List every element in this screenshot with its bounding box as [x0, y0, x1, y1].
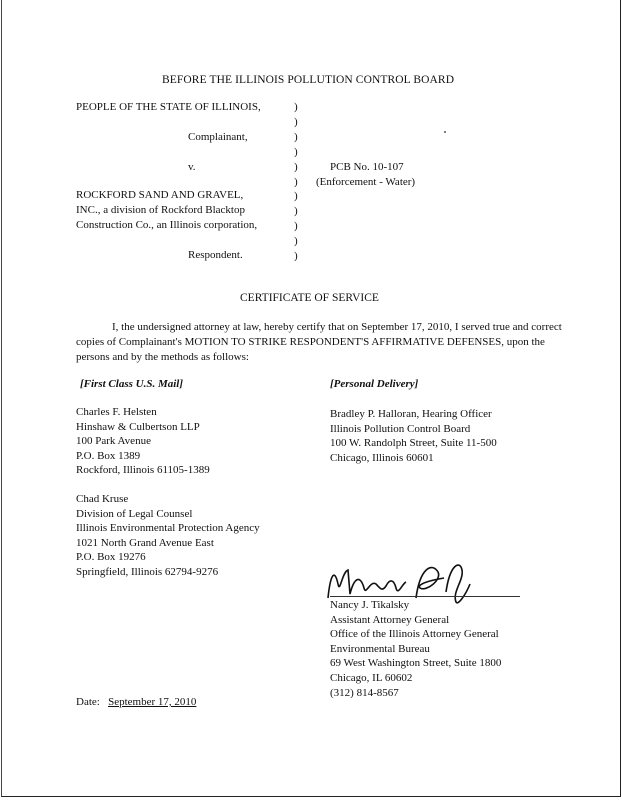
- signer-line: Environmental Bureau: [330, 642, 430, 655]
- scan-speck: [444, 131, 446, 133]
- signer-block: [330, 598, 501, 700]
- signer-line: (312) 814-8567: [330, 686, 399, 699]
- defendant-line: ROCKFORD SAND AND GRAVEL,: [76, 189, 244, 201]
- address-line: Hinshaw & Culbertson LLP: [76, 420, 200, 433]
- date-value: September 17, 2010: [108, 696, 197, 708]
- date-label: Date:: [76, 696, 100, 708]
- caption-parentheses: [294, 100, 298, 264]
- plaintiff-role: Complainant,: [188, 131, 248, 143]
- certification-paragraph: [76, 320, 566, 365]
- certificate-title: CERTIFICATE OF SERVICE: [240, 292, 379, 304]
- board-heading: BEFORE THE ILLINOIS POLLUTION CONTROL BOARD: [162, 74, 455, 86]
- signer-line: Assistant Attorney General: [330, 613, 450, 626]
- paren-mark: ): [294, 235, 298, 248]
- address-line: Springfield, Illinois 62794-9276: [76, 565, 219, 578]
- defendant-line: Construction Co., an Illinois corporation,: [76, 219, 258, 231]
- document-page: [1, 0, 621, 797]
- address-line: Rockford, Illinois 61105-1389: [76, 464, 210, 477]
- paren-mark: ): [294, 115, 298, 128]
- versus-label: v.: [188, 161, 196, 173]
- case-number: PCB No. 10-107: [330, 161, 404, 173]
- paren-mark: ): [294, 205, 298, 218]
- paren-mark: ): [294, 175, 298, 188]
- address-line: Bradley P. Halloran, Hearing Officer: [330, 408, 492, 420]
- paren-mark: ): [294, 220, 298, 233]
- signature-line: [330, 596, 520, 597]
- signer-line: Chicago, IL 60602: [330, 671, 413, 684]
- address-line: 1021 North Grand Avenue East: [76, 536, 214, 549]
- address-line: Illinois Pollution Control Board: [330, 422, 471, 435]
- address-line: Chicago, Illinois 60601: [330, 451, 434, 464]
- signer-line: 69 West Washington Street, Suite 1800: [330, 657, 502, 670]
- defendant-role: Respondent.: [188, 249, 243, 261]
- mail-method-label: [First Class U.S. Mail]: [80, 378, 183, 390]
- paren-mark: ): [294, 160, 298, 173]
- personal-method-label: [Personal Delivery]: [330, 378, 419, 390]
- paren-mark: ): [294, 190, 298, 203]
- case-type: (Enforcement - Water): [316, 176, 416, 188]
- certification-text: I, the undersigned attorney at law, hereby certify that on September 17, 2010, I served true and correct copies of Complainant's MOTION TO STRIKE RESPONDENT'S AFFIRMATIVE DEFENSES, upon the persons and by the methods as follows:: [76, 321, 562, 363]
- paren-mark: ): [294, 130, 298, 143]
- address-line: Chad Kruse: [76, 493, 129, 505]
- address-line: 100 Park Avenue: [76, 435, 151, 448]
- address-line: Illinois Environmental Protection Agency: [76, 522, 260, 535]
- date-line: [76, 696, 196, 708]
- paren-mark: ): [294, 250, 298, 263]
- address-line: Charles F. Helsten: [76, 406, 157, 418]
- address-line: P.O. Box 1389: [76, 449, 141, 462]
- personal-recipient-halloran: [330, 407, 497, 465]
- paren-mark: ): [294, 145, 298, 158]
- defendant-line: INC., a division of Rockford Blacktop: [76, 204, 245, 216]
- plaintiff-name: PEOPLE OF THE STATE OF ILLINOIS,: [76, 101, 261, 113]
- signer-line: Nancy J. Tikalsky: [330, 599, 410, 611]
- paren-mark: ): [294, 101, 298, 113]
- mail-recipient-helsten: [76, 405, 210, 478]
- signer-line: Office of the Illinois Attorney General: [330, 628, 499, 641]
- address-line: Division of Legal Counsel: [76, 507, 193, 520]
- mail-recipient-kruse: [76, 492, 260, 580]
- address-line: 100 W. Randolph Street, Suite 11-500: [330, 437, 497, 450]
- address-line: P.O. Box 19276: [76, 551, 146, 564]
